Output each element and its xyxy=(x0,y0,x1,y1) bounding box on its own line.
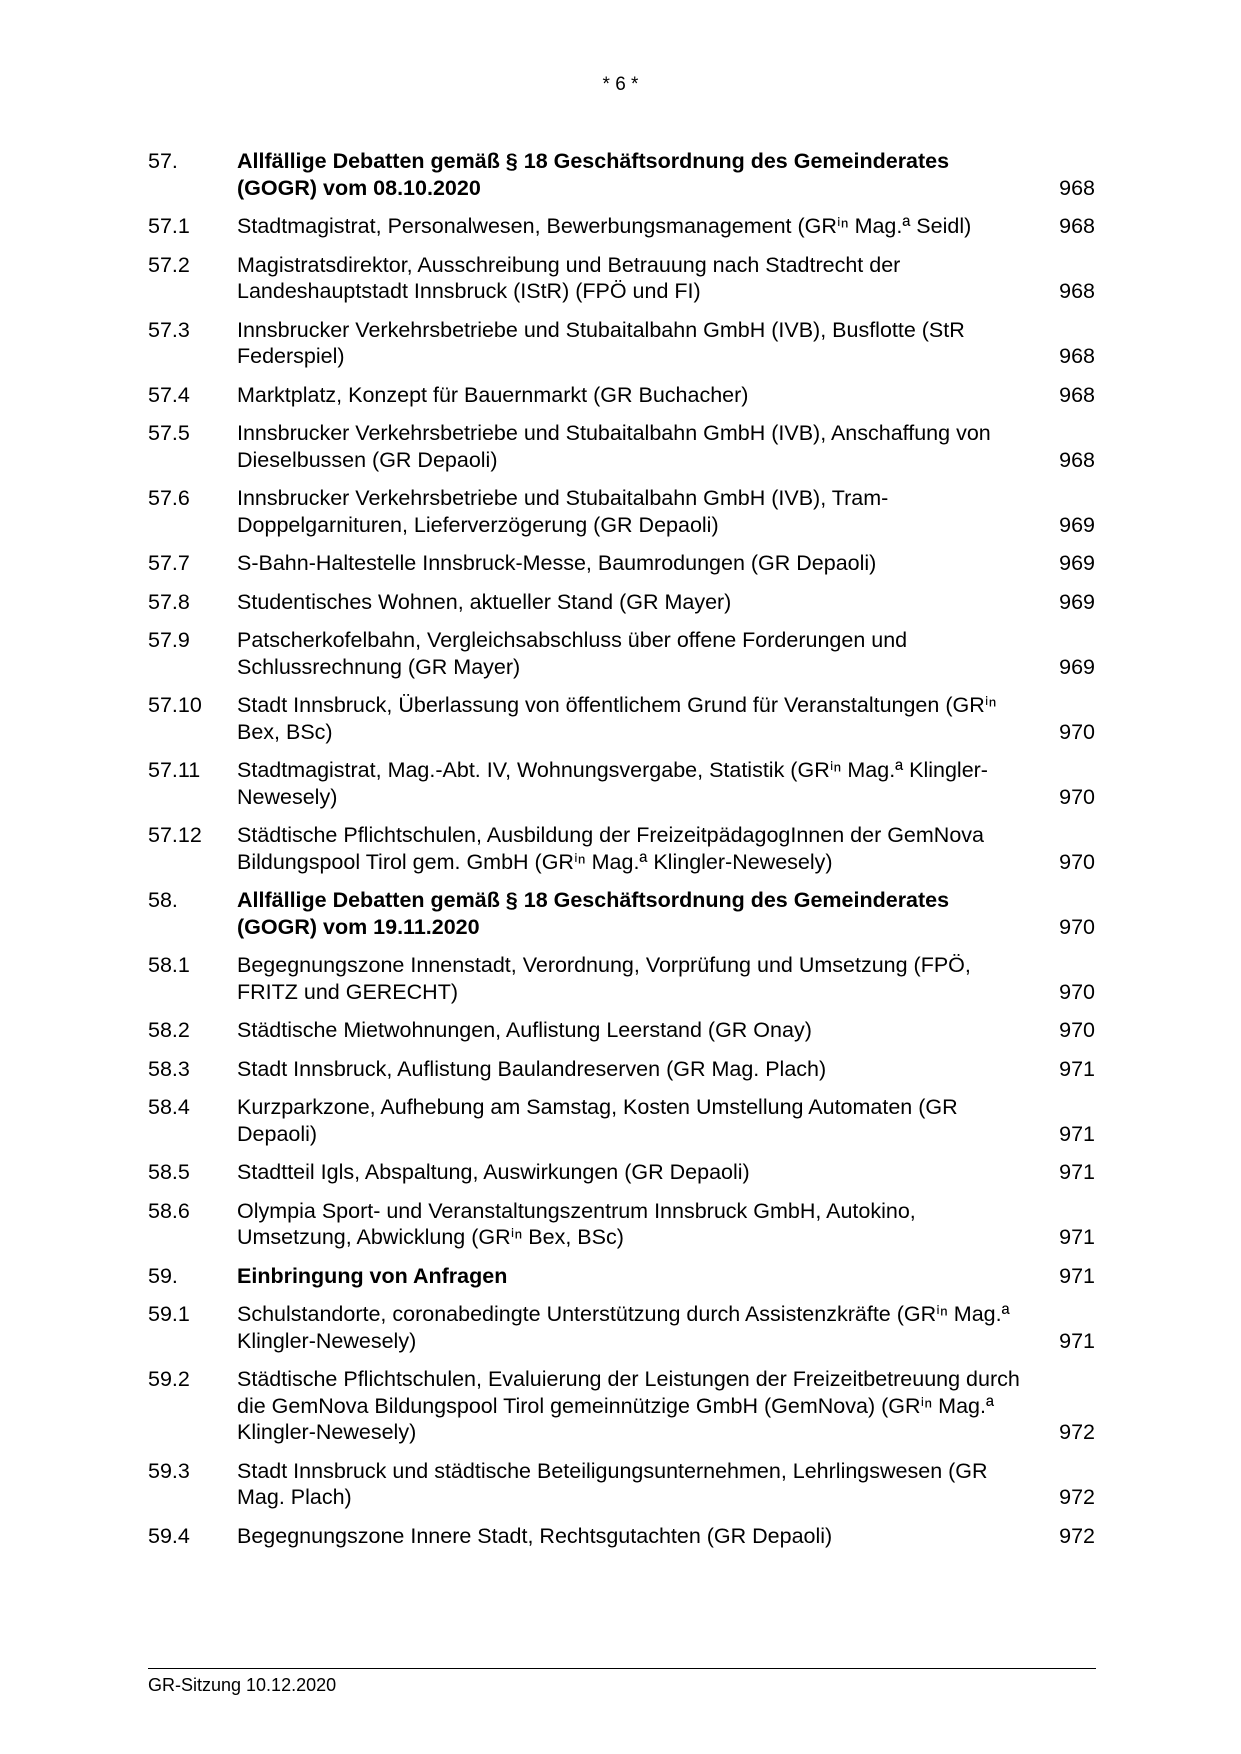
toc-entry xyxy=(148,1017,1095,1044)
toc-entry xyxy=(148,887,1095,940)
toc-entry xyxy=(148,1523,1095,1550)
toc-entry-number: 58.6 xyxy=(148,1198,190,1223)
toc-entry xyxy=(148,952,1095,1005)
toc-entry xyxy=(148,317,1095,370)
toc-entry xyxy=(148,148,1095,201)
toc-entry-number: 59.3 xyxy=(148,1458,190,1483)
toc-entry xyxy=(148,1263,1095,1290)
toc-entry-page: 971 xyxy=(1059,1160,1095,1184)
toc-entry xyxy=(148,382,1095,409)
toc-entry-number: 57. xyxy=(148,149,178,173)
toc-entry-title: Stadtteil Igls, Abspaltung, Auswirkungen (GR Depaoli) xyxy=(237,1160,750,1184)
toc-entry-title: Marktplatz, Konzept für Bauernmarkt (GR Buchacher) xyxy=(237,382,749,407)
toc-entry-number: 57.4 xyxy=(148,382,190,407)
toc-entry-number: 57.7 xyxy=(148,551,190,575)
toc-entry-page: 970 xyxy=(1059,1018,1095,1042)
toc-entry xyxy=(148,550,1095,577)
toc-entry-page: 971 xyxy=(1059,1225,1095,1249)
toc-entry-page: 968 xyxy=(1059,175,1095,200)
toc-entry-page: 970 xyxy=(1059,849,1095,874)
toc-entry-title: Schulstandorte, coronabedingte Unterstützung durch Assistenzkräfte (GRⁱⁿ Mag.ª Klingler-Newesely) xyxy=(237,1302,1010,1353)
toc-entry-page: 970 xyxy=(1059,914,1095,939)
toc-entry-title: Innsbrucker Verkehrsbetriebe und Stubaitalbahn GmbH (IVB), Anschaffung von Dieselbussen (GR Depaoli) xyxy=(237,421,991,472)
toc-entry xyxy=(148,692,1095,745)
toc-entry-page: 970 xyxy=(1059,979,1095,1004)
toc-entry-number: 57.2 xyxy=(148,252,190,277)
toc-entry-title: Olympia Sport- und Veranstaltungszentrum Innsbruck GmbH, Autokino, Umsetzung, Abwicklung (GRⁱⁿ Bex, BSc) xyxy=(237,1198,916,1249)
toc-entry-title: Einbringung von Anfragen xyxy=(237,1263,508,1288)
toc-entry-page: 971 xyxy=(1059,1263,1095,1288)
footer-text: GR-Sitzung 10.12.2020 xyxy=(148,1675,337,1695)
toc-entry xyxy=(148,589,1095,616)
toc-entry-page: 971 xyxy=(1059,1121,1095,1146)
toc-entry-page: 968 xyxy=(1059,382,1095,407)
toc-entry-page: 968 xyxy=(1059,279,1095,303)
toc-entry-title: Patscherkofelbahn, Vergleichsabschluss über offene Forderungen und Schlussrechnung (GR Mayer) xyxy=(237,628,908,679)
toc-entry-title: Innsbrucker Verkehrsbetriebe und Stubaitalbahn GmbH (IVB), Tram-Doppelgarnituren, Lieferverzögerung (GR Depaoli) xyxy=(237,486,889,537)
toc-entry-page: 969 xyxy=(1059,551,1095,575)
toc-entry-page: 970 xyxy=(1059,784,1095,809)
toc-entry-number: 57.12 xyxy=(148,823,202,847)
toc-entry-title: Kurzparkzone, Aufhebung am Samstag, Kosten Umstellung Automaten (GR Depaoli) xyxy=(237,1095,958,1146)
toc-entry-page: 972 xyxy=(1059,1420,1095,1444)
toc-entry xyxy=(148,1094,1095,1147)
toc-entry xyxy=(148,822,1095,875)
toc-entry xyxy=(148,213,1095,240)
toc-entry xyxy=(148,1458,1095,1511)
toc-entry-number: 59. xyxy=(148,1263,178,1288)
toc-entry-title: Stadtmagistrat, Personalwesen, Bewerbungsmanagement (GRⁱⁿ Mag.ª Seidl) xyxy=(237,214,972,238)
toc-entry-page: 972 xyxy=(1059,1485,1095,1509)
toc-entry-title: Städtische Mietwohnungen, Auflistung Leerstand (GR Onay) xyxy=(237,1018,812,1042)
toc-entry-number: 57.10 xyxy=(148,693,202,717)
toc-entry-page: 970 xyxy=(1059,719,1095,744)
toc-entry-title: Begegnungszone Innere Stadt, Rechtsgutachten (GR Depaoli) xyxy=(237,1523,833,1548)
toc-entry-number: 59.1 xyxy=(148,1302,190,1326)
toc-entry xyxy=(148,1159,1095,1186)
toc-entry-page: 968 xyxy=(1059,447,1095,472)
toc-entry xyxy=(148,1198,1095,1251)
toc-entry xyxy=(148,252,1095,305)
toc-entry-number: 58.2 xyxy=(148,1018,190,1042)
toc-entry-number: 57.1 xyxy=(148,214,190,238)
toc-entry-title: Städtische Pflichtschulen, Ausbildung der FreizeitpädagogInnen der GemNova Bildungspool Tirol gem. GmbH (GRⁱⁿ Mag.ª Klingler-Newesely) xyxy=(237,823,984,874)
toc-entry-number: 57.3 xyxy=(148,317,190,342)
toc-entry-number: 58.1 xyxy=(148,953,190,977)
table-of-contents xyxy=(148,148,1095,1561)
toc-entry xyxy=(148,1056,1095,1083)
toc-entry-title: Studentisches Wohnen, aktueller Stand (GR Mayer) xyxy=(237,589,732,614)
toc-entry-page: 968 xyxy=(1059,214,1095,238)
toc-entry xyxy=(148,1366,1095,1446)
toc-entry-page: 971 xyxy=(1059,1328,1095,1353)
toc-entry-number: 58. xyxy=(148,888,178,912)
toc-entry xyxy=(148,420,1095,473)
toc-entry-number: 58.5 xyxy=(148,1160,190,1184)
toc-entry-number: 59.4 xyxy=(148,1523,190,1548)
toc-entry-number: 57.6 xyxy=(148,486,190,510)
toc-entry-title: Innsbrucker Verkehrsbetriebe und Stubaitalbahn GmbH (IVB), Busflotte (StR Federspiel) xyxy=(237,317,965,368)
toc-entry-title: Stadt Innsbruck, Überlassung von öffentlichem Grund für Veranstaltungen (GRⁱⁿ Bex, BSc) xyxy=(237,693,997,744)
toc-entry-page: 969 xyxy=(1059,654,1095,679)
toc-entry-title: S-Bahn-Haltestelle Innsbruck-Messe, Baumrodungen (GR Depaoli) xyxy=(237,551,877,575)
toc-entry-number: 58.4 xyxy=(148,1095,190,1119)
toc-entry-number: 57.11 xyxy=(148,758,201,782)
toc-entry-number: 57.8 xyxy=(148,589,190,614)
toc-entry-page: 969 xyxy=(1059,512,1095,537)
toc-entry-page: 972 xyxy=(1059,1523,1095,1548)
toc-entry-page: 969 xyxy=(1059,589,1095,614)
toc-entry-number: 58.3 xyxy=(148,1056,190,1081)
toc-entry-number: 57.5 xyxy=(148,421,190,445)
toc-entry-title: Stadtmagistrat, Mag.-Abt. IV, Wohnungsvergabe, Statistik (GRⁱⁿ Mag.ª Klingler-Newesely) xyxy=(237,758,988,809)
toc-entry-title: Stadt Innsbruck, Auflistung Baulandreserven (GR Mag. Plach) xyxy=(237,1056,827,1081)
toc-entry-number: 59.2 xyxy=(148,1367,190,1391)
toc-entry-title: Magistratsdirektor, Ausschreibung und Betrauung nach Stadtrecht der Landeshauptstadt Innsbruck (IStR) (FPÖ und FI) xyxy=(237,252,901,303)
toc-entry xyxy=(148,757,1095,810)
toc-entry-title: Allfällige Debatten gemäß § 18 Geschäftsordnung des Gemeinderates (GOGR) vom 08.10.2020 xyxy=(237,149,950,200)
toc-entry-title: Allfällige Debatten gemäß § 18 Geschäftsordnung des Gemeinderates (GOGR) vom 19.11.2020 xyxy=(237,888,950,939)
footer-divider xyxy=(148,1668,1096,1669)
toc-entry-page: 971 xyxy=(1059,1056,1095,1081)
toc-entry xyxy=(148,1301,1095,1354)
page-number: * 6 * xyxy=(602,74,639,95)
toc-entry-title: Städtische Pflichtschulen, Evaluierung der Leistungen der Freizeitbetreuung durch die GemNova Bildungspool Tirol gemeinnützige GmbH (GemNova) (GRⁱⁿ Mag.ª Klingler-Newesely) xyxy=(237,1367,1020,1444)
toc-entry-page: 968 xyxy=(1059,344,1095,368)
toc-entry-title: Begegnungszone Innenstadt, Verordnung, Vorprüfung und Umsetzung (FPÖ, FRITZ und GERECHT) xyxy=(237,953,971,1004)
toc-entry-number: 57.9 xyxy=(148,628,190,652)
toc-entry xyxy=(148,485,1095,538)
toc-entry xyxy=(148,627,1095,680)
toc-entry-title: Stadt Innsbruck und städtische Beteiligungsunternehmen, Lehrlingswesen (GR Mag. Plach) xyxy=(237,1458,988,1509)
